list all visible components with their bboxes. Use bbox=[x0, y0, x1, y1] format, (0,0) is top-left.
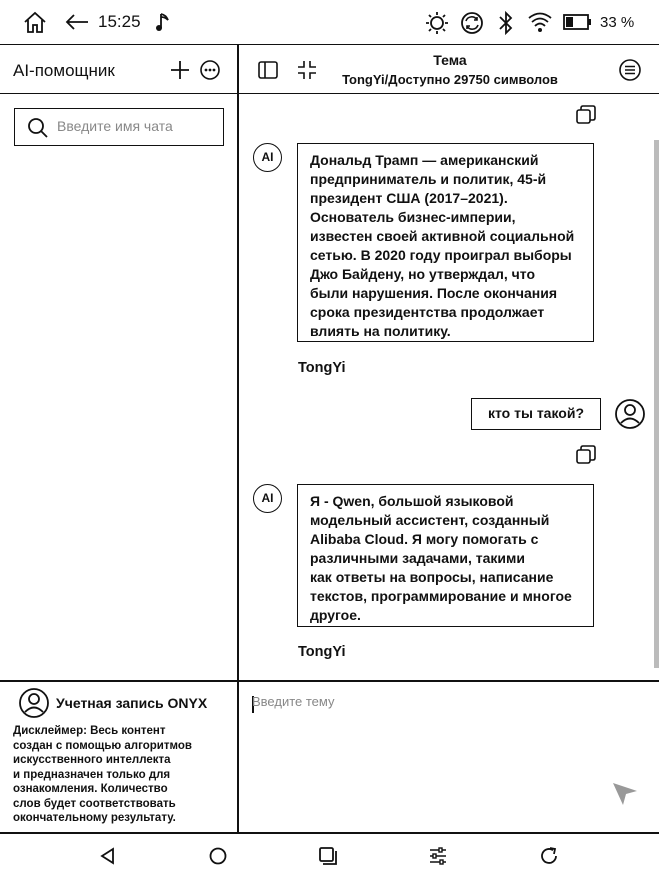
sidebar-toggle-icon[interactable] bbox=[257, 59, 279, 81]
app-title: AI-помощник bbox=[13, 61, 115, 80]
header-bar bbox=[0, 44, 659, 94]
ai-message-bubble: Дональд Трамп — американский предприниматель и политик, 45-й президент США (2017–2021). Основатель бизнес-империи, известен своей активной социальной сетью. В 2020 году проиграл выборы Джо Байдену, но утверждал, что были нарушения. После окончания срока президентства продолжает влиять на политику. bbox=[297, 143, 594, 342]
account-name[interactable]: Учетная запись ONYX bbox=[56, 695, 208, 711]
status-time: 15:25 bbox=[98, 12, 141, 31]
ai-avatar: AI bbox=[253, 484, 282, 513]
panel-divider bbox=[237, 44, 239, 833]
message-sender: TongYi bbox=[298, 360, 346, 376]
ai-message-bubble: Я - Qwen, большой языковой модельный ассистент, созданный Alibaba Cloud. Я могу помогать с различными задачами, такими как ответы на вопросы, написание текстов, программирование и многое другое. bbox=[297, 484, 594, 627]
sync-icon[interactable] bbox=[459, 10, 485, 36]
music-note-icon[interactable] bbox=[155, 11, 171, 33]
topic-input[interactable] bbox=[252, 694, 632, 709]
send-icon[interactable] bbox=[610, 780, 640, 808]
nav-settings-icon[interactable] bbox=[428, 846, 448, 866]
wifi-icon[interactable] bbox=[527, 11, 553, 33]
bluetooth-icon[interactable] bbox=[496, 10, 516, 36]
copy-icon[interactable] bbox=[575, 444, 597, 466]
home-icon[interactable] bbox=[22, 10, 48, 34]
nav-home-icon[interactable] bbox=[208, 846, 228, 866]
copy-icon[interactable] bbox=[575, 104, 597, 126]
message-sender: TongYi bbox=[298, 644, 346, 660]
more-options-icon[interactable] bbox=[199, 59, 221, 81]
nav-back-icon[interactable] bbox=[98, 846, 118, 866]
search-icon bbox=[27, 117, 49, 139]
battery-percent: 33 % bbox=[600, 14, 635, 31]
divider bbox=[0, 680, 659, 682]
status-bar bbox=[0, 0, 659, 44]
ai-avatar: AI bbox=[253, 143, 282, 172]
chat-topic-title: Тема bbox=[433, 52, 467, 68]
new-chat-plus-icon[interactable] bbox=[169, 59, 191, 81]
chat-model-subtitle: TongYi/Доступно 29750 символов bbox=[342, 72, 558, 87]
user-message-bubble: кто ты такой? bbox=[471, 398, 601, 430]
user-avatar-icon bbox=[614, 398, 646, 430]
brightness-icon[interactable] bbox=[424, 10, 450, 36]
nav-refresh-icon[interactable] bbox=[538, 845, 560, 867]
chat-search-input[interactable] bbox=[57, 118, 217, 134]
navigation-bar bbox=[0, 834, 659, 877]
menu-icon[interactable] bbox=[618, 58, 642, 82]
back-arrow-icon[interactable] bbox=[64, 12, 90, 32]
disclaimer-text: Дисклеймер: Весь контент создан с помощью алгоритмов искусственного интеллекта и предназначен только для ознакомления. Количество слов будет соответствовать окончательному результату. bbox=[13, 725, 192, 824]
battery-icon bbox=[563, 12, 593, 32]
chat-scrollbar[interactable] bbox=[654, 140, 659, 668]
chat-search-box[interactable] bbox=[14, 108, 224, 146]
account-avatar-icon[interactable] bbox=[18, 687, 50, 719]
nav-recents-icon[interactable] bbox=[318, 846, 338, 866]
